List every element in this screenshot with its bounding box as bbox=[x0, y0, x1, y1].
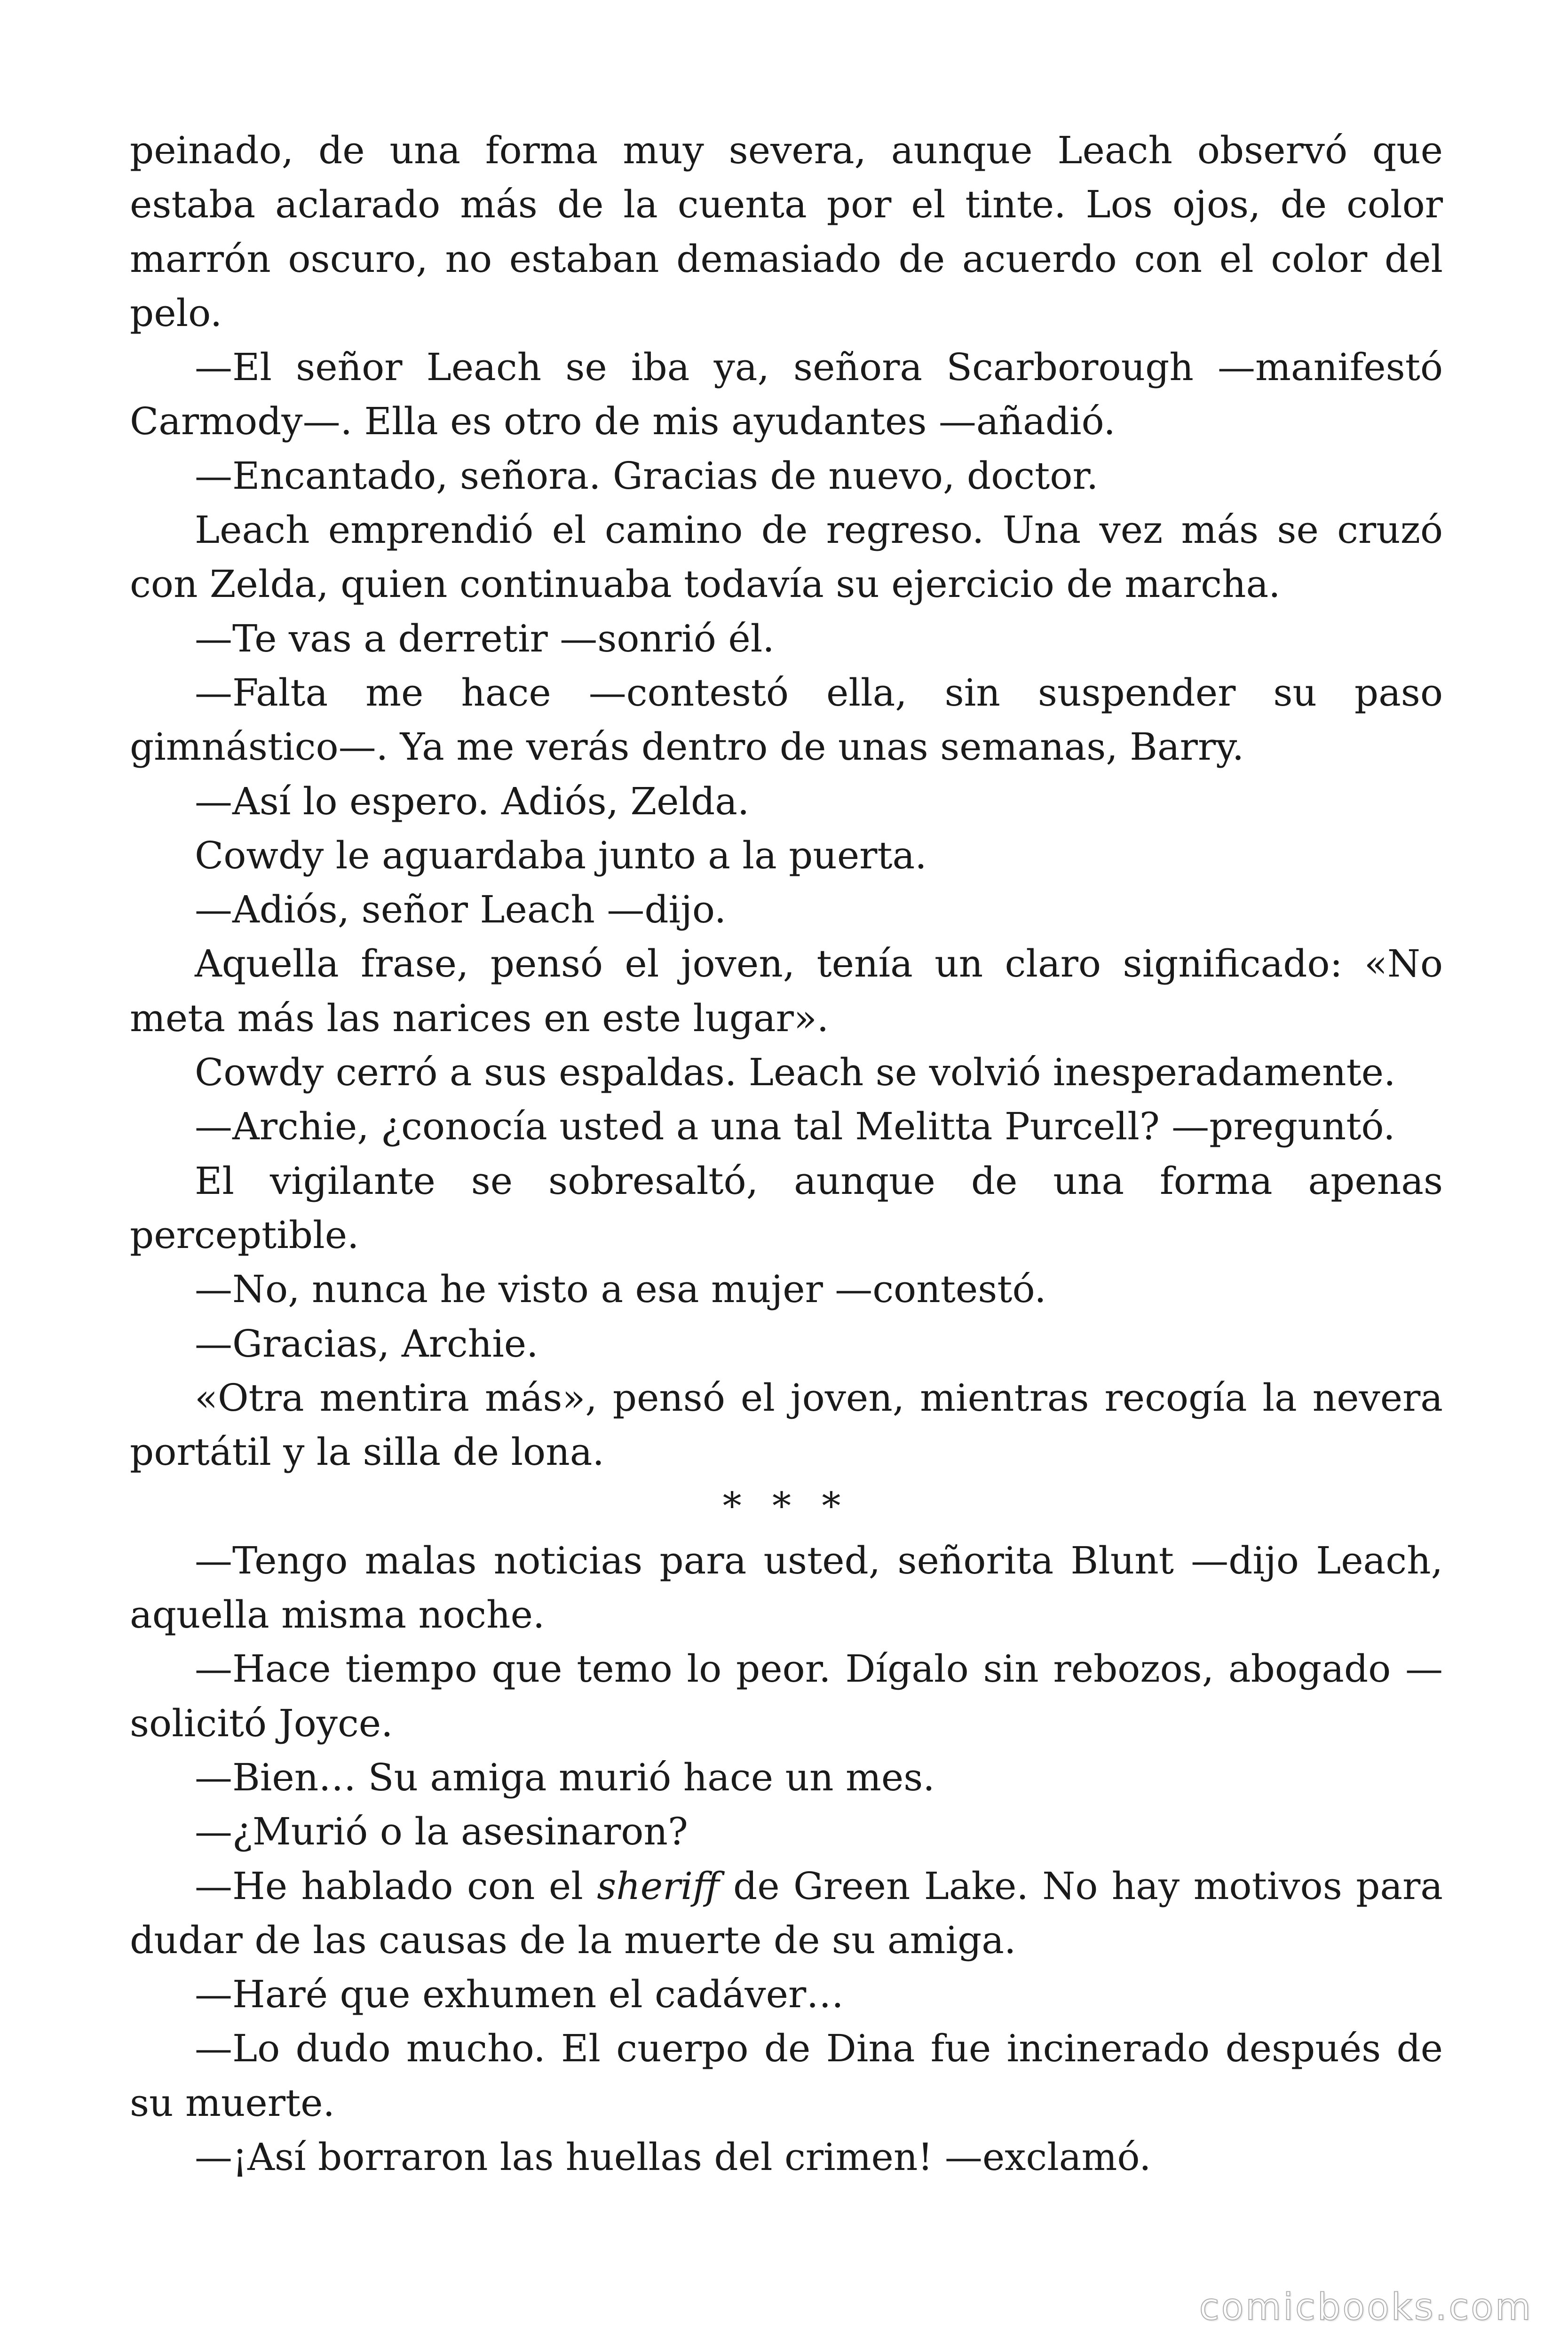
paragraph: —Archie, ¿conocía usted a una tal Melitta Purcell? —preguntó. bbox=[195, 1104, 1395, 1149]
paragraph bbox=[130, 1859, 1443, 1968]
paragraph: —Falta me hace —contestó ella, sin suspender su paso gimnástico—. Ya me verás dentro de unas semanas, Barry. bbox=[130, 670, 1443, 769]
paragraph-text: —He hablado con el bbox=[195, 1864, 597, 1908]
section-break: * * * bbox=[722, 1484, 850, 1528]
paragraph: —Te vas a derretir —sonrió él. bbox=[195, 616, 775, 660]
paragraph: —¿Murió o la asesinaron? bbox=[195, 1810, 688, 1854]
paragraph-text: de Green Lake. No hay motivos para dudar de las causas de la muerte de su amiga. bbox=[130, 1864, 1443, 1962]
paragraph: «Otra mentira más», pensó el joven, mientras recogía la nevera portátil y la silla de lona. bbox=[130, 1375, 1443, 1474]
paragraph: Leach emprendió el camino de regreso. Una vez más se cruzó con Zelda, quien continuaba todavía su ejercicio de marcha. bbox=[130, 508, 1443, 606]
italic-word: sheriff bbox=[597, 1864, 720, 1908]
paragraph: Cowdy cerró a sus espaldas. Leach se volvió inesperadamente. bbox=[195, 1050, 1396, 1095]
paragraph: —Tengo malas noticias para usted, señorita Blunt —dijo Leach, aquella misma noche. bbox=[130, 1538, 1443, 1637]
paragraph: —Lo dudo mucho. El cuerpo de Dina fue incinerado después de su muerte. bbox=[130, 2026, 1443, 2125]
paragraph: —¡Así borraron las huellas del crimen! —exclamó. bbox=[195, 2135, 1151, 2179]
book-page bbox=[130, 123, 1443, 2184]
paragraph: Cowdy le aguardaba junto a la puerta. bbox=[195, 833, 927, 877]
paragraph: —Encantado, señora. Gracias de nuevo, doctor. bbox=[195, 453, 1099, 498]
paragraph: —Hace tiempo que temo lo peor. Dígalo sin rebozos, abogado —solicitó Joyce. bbox=[130, 1647, 1443, 1745]
paragraph: —El señor Leach se iba ya, señora Scarborough —manifestó Carmody—. Ella es otro de mis ayudantes —añadió. bbox=[130, 345, 1443, 444]
paragraph: —Bien… Su amiga murió hace un mes. bbox=[195, 1755, 935, 1799]
paragraph: El vigilante se sobresaltó, aunque de una forma apenas perceptible. bbox=[130, 1159, 1443, 1257]
paragraph: —Así lo espero. Adiós, Zelda. bbox=[195, 779, 750, 823]
paragraph: —Haré que exhumen el cadáver… bbox=[195, 1972, 844, 2017]
paragraph: —Gracias, Archie. bbox=[195, 1321, 539, 1366]
paragraph: —No, nunca he visto a esa mujer —contestó. bbox=[195, 1267, 1046, 1311]
paragraph: —Adiós, señor Leach —dijo. bbox=[195, 888, 727, 932]
paragraph: Aquella frase, pensó el joven, tenía un claro significado: «No meta más las narices en este lugar». bbox=[130, 942, 1443, 1040]
watermark: comicbooks.com bbox=[1199, 2286, 1533, 2328]
paragraph: peinado, de una forma muy severa, aunque Leach observó que estaba aclarado más de la cuenta por el tinte. Los ojos, de color marrón oscuro, no estaban demasiado de acuerdo con el color del pelo. bbox=[130, 128, 1443, 335]
